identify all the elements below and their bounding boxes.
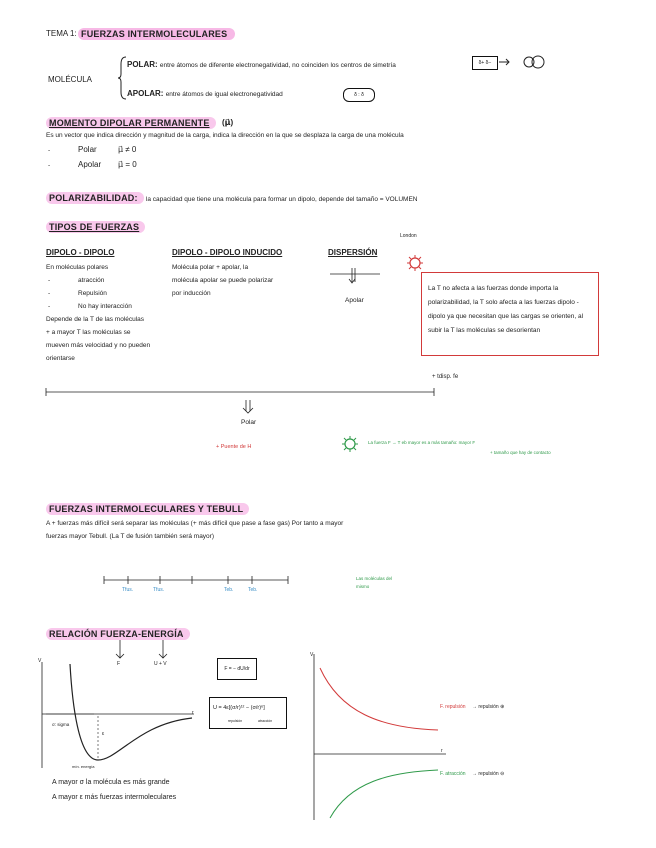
v-axis-label: V	[38, 658, 42, 664]
side-note: + tdisp. fe	[432, 374, 459, 380]
dipole-diagram-icon	[497, 54, 557, 70]
fuerzas-teb-text: A + fuerzas más difícil será separar las moléculas (+ más difícil que pase a fase gas) Por tanto a mayor fuerzas mayor Tebull. (La T de fusión también será mayor)	[46, 520, 344, 540]
polar-title: POLAR:	[127, 60, 158, 69]
dipolo-line: mueven más velocidad y no pueden	[46, 342, 151, 349]
polar-result: Polar	[241, 419, 257, 426]
repulsion-sub: repulsión	[228, 719, 243, 723]
axis-label: Teb.	[248, 587, 258, 593]
dipolo-line: En moléculas polares	[46, 264, 109, 271]
tipos-divider	[46, 386, 436, 400]
axis-label: Teb.	[224, 587, 234, 593]
down-arrow-icon	[155, 640, 171, 660]
momento-text: Es un vector que indica dirección y magnitud de la carga, indica la dirección en la que se desplaza la carga de una molécula	[46, 132, 404, 139]
momento-symbol: (μ⃗)	[222, 118, 234, 127]
repulsion-result: → repulsión ⊕	[472, 704, 505, 710]
bullet-icon: -	[48, 277, 51, 284]
polarizabilidad-title: POLARIZABILIDAD:	[46, 192, 144, 204]
bullet-icon: -	[48, 303, 51, 310]
momento-polar-label: Polar	[78, 145, 97, 154]
lennard-jones-box	[209, 697, 287, 729]
tipos-title: TIPOS DE FUERZAS	[46, 221, 145, 233]
momento-polar-value: μ⃗ ≠ 0	[118, 145, 137, 154]
apolar-molecule-box: δ : δ	[343, 88, 375, 102]
potential-energy-chart	[38, 660, 198, 770]
green-note-1: La fuerza F → T eb mayor es a más tamaño: mayor F	[368, 440, 476, 445]
inducido-line: molécula apolar se puede polarizar	[172, 277, 274, 284]
atraccion-result: → repulsión ⊖	[472, 771, 505, 777]
r-axis-label: r	[192, 710, 194, 716]
polar-molecule-box: δ+ δ−	[472, 56, 498, 70]
fuerzas-teb-green-note: Las moléculas del mismo	[356, 576, 393, 589]
dispersion-title: DISPERSIÓN	[328, 248, 378, 257]
polarizabilidad-line	[46, 193, 417, 204]
apolar-title: APOLAR:	[127, 89, 164, 98]
down-arrow-icon	[240, 399, 256, 415]
polar-text: entre átomos de diferente electronegatividad, no coinciden los centros de simetría	[159, 62, 396, 69]
inducido-title: DIPOLO - DIPOLO INDUCIDO	[172, 248, 283, 257]
london-note: London	[400, 233, 417, 239]
bottom-note-1: A mayor σ la molécula es más grande	[52, 779, 170, 786]
min-energy-label: mín. energía	[72, 764, 95, 769]
temperature-note-box	[421, 272, 599, 356]
dispersion-result: Apolar	[345, 297, 364, 304]
bottom-note-2: A mayor ε más fuerzas intermoleculares	[52, 794, 177, 801]
relacion-title: RELACIÓN FUERZA-ENERGÍA	[46, 628, 190, 640]
dipolo-line: atracción	[78, 277, 105, 284]
inducido-line: Molécula polar + apolar, la	[172, 264, 249, 271]
down-arrow-icon	[112, 640, 128, 660]
dipolo-line: + a mayor T las moléculas se	[46, 329, 131, 336]
bullet-icon: -	[48, 162, 51, 169]
f-label: F	[117, 661, 121, 667]
fuerzas-teb-title: FUERZAS INTERMOLECULARES Y TEBULL	[46, 503, 249, 515]
inducido-line: por inducción	[172, 290, 211, 297]
dipolo-line: Depende de la T de las moléculas	[46, 316, 145, 323]
epsilon-label: ε	[102, 731, 105, 737]
green-note-2: + tamaño que hay de contacto	[490, 450, 551, 455]
dipolo-line: Repulsión	[78, 290, 107, 297]
momento-title: MOMENTO DIPOLAR PERMANENTE	[46, 117, 216, 129]
v-axis-label-2: V	[310, 652, 314, 658]
apolar-text: entre átomos de igual electronegatividad	[165, 91, 283, 98]
polarizabilidad-text: la capacidad que tiene una molécula para formar un dipolo, depende del tamaño = VOLUMEN	[145, 196, 418, 203]
dipolo-title: DIPOLO - DIPOLO	[46, 248, 115, 257]
polar-line	[127, 60, 396, 70]
virus-doodle-icon	[405, 253, 425, 273]
force-formula-box: F = − dU/dr	[217, 658, 257, 680]
momento-apolar-value: μ⃗ = 0	[118, 160, 137, 169]
sigma-label: σ: sigma	[52, 722, 70, 727]
force-curves-chart	[310, 652, 450, 822]
molecula-label: MOLÉCULA	[48, 75, 93, 84]
temperature-axis	[102, 574, 292, 586]
bullet-icon: -	[48, 290, 51, 297]
dipolo-line: No hay interacción	[78, 303, 132, 310]
attraction-sub: atracción	[258, 719, 273, 723]
atraccion-label: F. atracción	[440, 771, 466, 777]
repulsion-result-text: repulsión ⊕	[478, 704, 505, 710]
bullet-icon: -	[48, 147, 51, 154]
atraccion-result-text: repulsión ⊖	[478, 771, 505, 777]
momento-apolar-label: Apolar	[78, 160, 102, 169]
virus-doodle-icon	[340, 434, 360, 454]
uv-label: U + V	[154, 661, 167, 667]
dipolo-line: orientarse	[46, 355, 75, 362]
repulsion-label: F. repulsión	[440, 704, 466, 710]
dispersion-arrow-icon	[330, 266, 380, 296]
lennard-jones-formula: U = 4ε[(σ/r)¹² − (σ/r)⁶]	[213, 705, 265, 711]
axis-label: Tfus.	[153, 587, 165, 593]
tema-label: TEMA 1:	[46, 29, 77, 38]
r-axis-label-2: r	[441, 748, 443, 754]
axis-label: Tfus.	[122, 587, 134, 593]
tema-title: FUERZAS INTERMOLECULARES	[78, 28, 235, 40]
temperature-note-text: La T no afecta a las fuerzas donde importa la polarizabilidad, la T solo afecta a las fuerzas dipolo - dipolo ya que necesitan que las cargas se orienten, al subir la T las moléculas se desorientan	[428, 285, 584, 334]
apolar-line	[127, 89, 283, 99]
puente-h: + Puente de H	[216, 444, 252, 450]
